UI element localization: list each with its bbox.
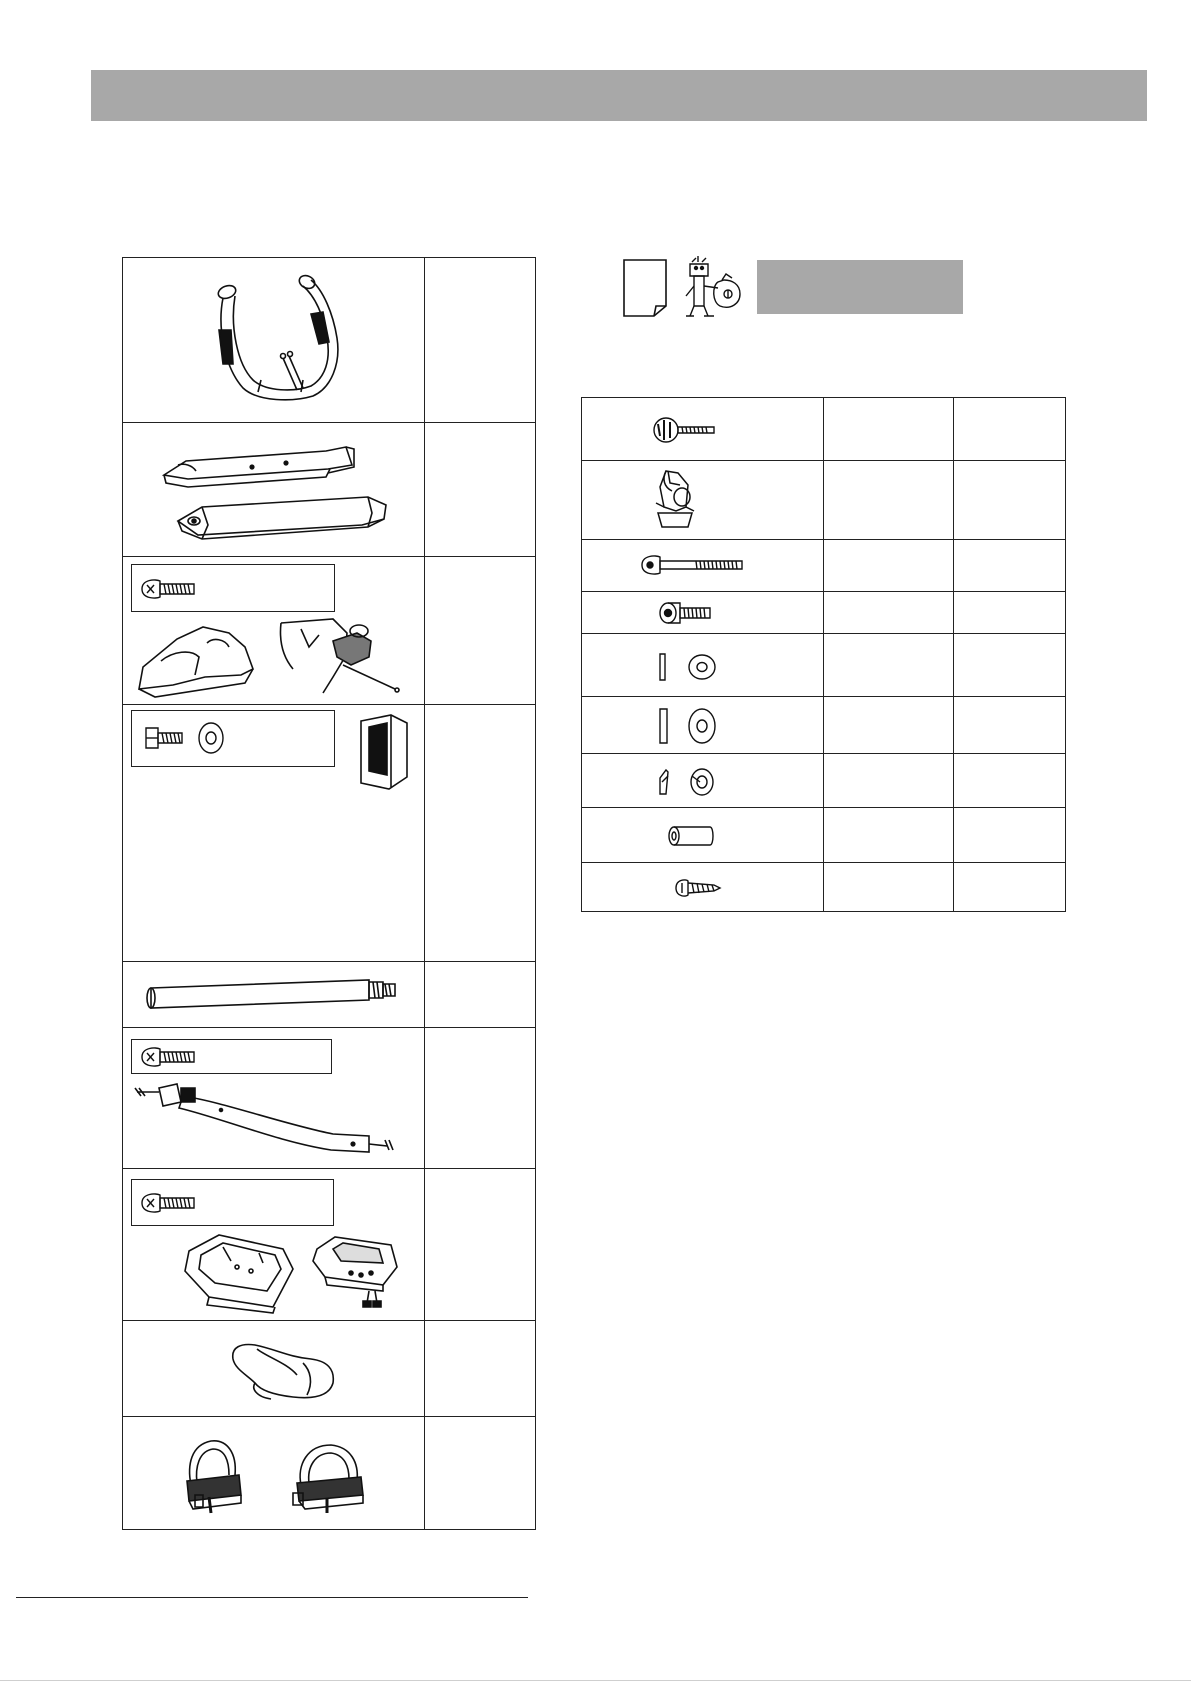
hardware-image-cell [582, 697, 824, 754]
part-image-cell [123, 962, 425, 1028]
large-washer-icon [656, 705, 720, 747]
hardware-image-cell [582, 634, 824, 697]
parts-row [123, 423, 536, 557]
hardware-qty-cell [954, 808, 1066, 863]
pedestal-cover-icon [133, 617, 413, 699]
hardware-image-cell [582, 461, 824, 540]
allen-bolt-icon [658, 600, 714, 626]
hardware-image-cell [582, 808, 824, 863]
part-image-cell [123, 1321, 425, 1417]
washer-icon [196, 721, 226, 755]
pedal-right-icon [291, 1439, 367, 1515]
hardware-name-cell [824, 461, 954, 540]
hex-bolt-icon [144, 725, 184, 751]
part-label-cell [425, 557, 536, 705]
hardware-row [582, 461, 1066, 540]
hardware-table [581, 397, 1066, 912]
parts-table [122, 257, 536, 1530]
parts-row [123, 962, 536, 1028]
pan-head-screw-icon [140, 1045, 198, 1069]
part-image-cell [123, 1028, 425, 1169]
part-label-cell [425, 1417, 536, 1530]
seat-post-icon [143, 974, 403, 1014]
hardware-name-cell [824, 863, 954, 912]
hardware-row [582, 592, 1066, 634]
hardware-qty-cell [954, 697, 1066, 754]
hardware-image-cell [582, 863, 824, 912]
hardware-row [582, 398, 1066, 461]
screw-box [131, 1039, 332, 1074]
parts-row [123, 705, 536, 962]
hardware-row [582, 634, 1066, 697]
hardware-qty-cell [954, 592, 1066, 634]
hardware-qty-cell [954, 863, 1066, 912]
console-base-icon [179, 1231, 299, 1313]
header-bar [91, 70, 1147, 121]
part-image-cell [123, 557, 425, 705]
hardware-row [582, 754, 1066, 808]
hardware-name-cell [824, 634, 954, 697]
hardware-row [582, 540, 1066, 592]
footer-divider [16, 1597, 528, 1598]
hardware-qty-cell [954, 634, 1066, 697]
hardware-image-cell [582, 540, 824, 592]
parts-row [123, 258, 536, 423]
part-image-cell [123, 423, 425, 557]
parts-row [123, 1321, 536, 1417]
saddle-icon [227, 1335, 337, 1407]
part-label-cell [425, 258, 536, 423]
screw-box [131, 564, 335, 612]
parts-row [123, 1169, 536, 1321]
hardware-name-cell [824, 540, 954, 592]
part-label-cell [425, 1028, 536, 1169]
hardware-name-cell [824, 808, 954, 863]
handlebar-icon [203, 268, 353, 408]
bushing-icon [666, 824, 716, 848]
stabilizer-feet-icon [158, 435, 398, 545]
part-label-cell [425, 705, 536, 962]
spring-washer-icon [656, 764, 720, 800]
part-label-cell [425, 1169, 536, 1321]
pan-head-screw-icon [140, 577, 198, 601]
hardware-bag-label [757, 260, 963, 314]
pan-head-screw-icon [140, 1191, 198, 1215]
hardware-qty-cell [954, 754, 1066, 808]
console-icon [311, 1233, 401, 1309]
document-icon [622, 258, 668, 318]
hardware-row [582, 697, 1066, 754]
hardware-qty-cell [954, 461, 1066, 540]
hardware-image-cell [582, 592, 824, 634]
chain-cover-icon [355, 713, 411, 791]
part-image-cell [123, 258, 425, 423]
hardware-name-cell [824, 398, 954, 461]
bolt-washer-box [131, 710, 335, 767]
screw-icon [674, 877, 722, 899]
hardware-row [582, 808, 1066, 863]
hardware-image-cell [582, 398, 824, 461]
screw-box [131, 1179, 334, 1226]
part-label-cell [425, 423, 536, 557]
hardware-name-cell [824, 697, 954, 754]
hardware-image-cell [582, 754, 824, 808]
parts-row [123, 1028, 536, 1169]
part-label-cell [425, 962, 536, 1028]
long-bolt-icon [640, 552, 744, 578]
page-edge-line [0, 1680, 1191, 1681]
flat-washer-icon [656, 650, 720, 684]
hardware-name-cell [824, 754, 954, 808]
knob-bolt-icon [652, 414, 716, 446]
part-image-cell [123, 705, 425, 962]
hardware-qty-cell [954, 398, 1066, 461]
hardware-name-cell [824, 592, 954, 634]
pedal-left-icon [181, 1435, 245, 1515]
handlebar-post-icon [133, 1078, 403, 1163]
parts-row [123, 1417, 536, 1530]
hardware-row [582, 863, 1066, 912]
parts-row [123, 557, 536, 705]
seat-clamp-icon [652, 467, 698, 533]
part-image-cell [123, 1169, 425, 1321]
hardware-mascot-icon [684, 256, 744, 318]
part-label-cell [425, 1321, 536, 1417]
hardware-qty-cell [954, 540, 1066, 592]
part-image-cell [123, 1417, 425, 1530]
